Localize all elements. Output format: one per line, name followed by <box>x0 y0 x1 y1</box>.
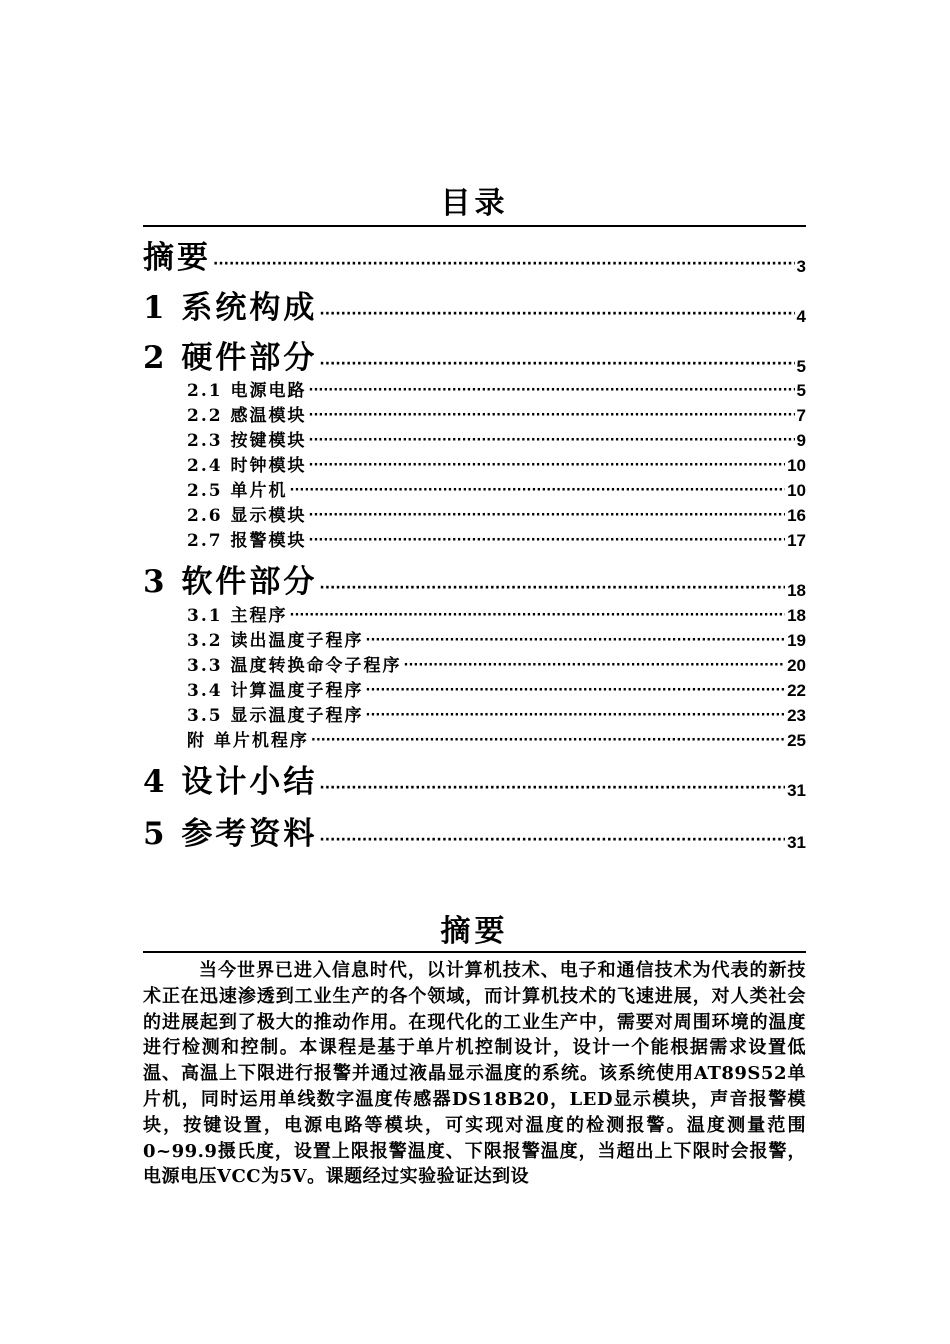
toc-leader-dots <box>366 634 786 651</box>
toc-entry-label: 2.5 单片机 <box>187 481 288 501</box>
toc-entry-label: 5 参考资料 <box>143 816 318 852</box>
toc-entry-label: 摘要 <box>143 240 211 276</box>
toc-leader-dots <box>290 484 786 501</box>
toc-leader-dots <box>319 357 794 377</box>
toc-entry-label: 2.1 电源电路 <box>187 381 307 401</box>
toc-leader-dots <box>311 734 785 751</box>
toc-entry[interactable] <box>143 808 806 853</box>
toc-entry[interactable] <box>143 556 806 601</box>
toc-entry-page: 3 <box>796 257 806 276</box>
toc-subentry[interactable] <box>143 426 806 451</box>
toc-entry-page: 19 <box>787 631 806 650</box>
abstract-title: 摘要 <box>440 914 509 949</box>
toc-entry-page: 18 <box>787 606 806 625</box>
toc-entry-label: 3.4 计算温度子程序 <box>187 681 364 701</box>
toc-leader-dots <box>309 509 786 526</box>
toc-subentry[interactable] <box>143 476 806 501</box>
toc-leader-dots <box>319 833 785 853</box>
toc-entry-label: 1 系统构成 <box>143 290 318 326</box>
abstract-title-rule <box>143 951 806 953</box>
toc-subentry[interactable] <box>143 726 806 751</box>
toc-subentry[interactable] <box>143 601 806 626</box>
toc-entry-label: 3.2 读出温度子程序 <box>187 631 364 651</box>
toc-subentry[interactable] <box>143 501 806 526</box>
toc-entry-label: 4 设计小结 <box>143 764 318 800</box>
toc-entry-label: 2 硬件部分 <box>143 340 318 376</box>
toc-leader-dots <box>309 409 795 426</box>
toc-entry-page: 20 <box>787 656 806 675</box>
toc-entry-label: 3 软件部分 <box>143 564 318 600</box>
toc-leader-dots <box>309 534 786 551</box>
abstract-body: 当今世界已进入信息时代，以计算机技术、电子和通信技术为代表的新技术正在迅速渗透到工业生产的各个领域，而计算机技术的飞速进展，对人类社会的进展起到了极大的推动作用。在现代化的工业生产中，需要对周围环境的温度进行检测和控制。本课程是基于单片机控制设计，设计一个能根据需求设置低温、高温上下限进行报警并通过液晶显示温度的系统。该系统使用AT89S52单片机，同时运用单线数字温度传感器DS18B20，LED显示模块，声音报警模块，按键设置，电源电路等模块，可实现对温度的检测报警。温度测量范围0~99.9摄氏度，设置上限报警温度、下限报警温度，当超出上下限时会报警，电源电压VCC为5V。课题经过实验验证达到设 <box>143 960 806 1188</box>
toc-subentry[interactable] <box>143 651 806 676</box>
toc-entry[interactable] <box>143 332 806 377</box>
toc-entry-label: 2.4 时钟模块 <box>187 456 307 476</box>
toc-leader-dots <box>319 781 785 801</box>
toc-entry-page: 10 <box>787 456 806 475</box>
toc-leader-dots <box>309 384 795 401</box>
toc-subentry[interactable] <box>143 401 806 426</box>
toc-entry-page: 7 <box>796 406 806 425</box>
toc-entry-page: 16 <box>787 506 806 525</box>
toc-leader-dots <box>213 257 795 277</box>
toc-subentry[interactable] <box>143 451 806 476</box>
toc-entry-page: 17 <box>787 531 806 550</box>
toc-subentry[interactable] <box>143 701 806 726</box>
toc-leader-dots <box>319 307 794 327</box>
toc-entry-page: 23 <box>787 706 806 725</box>
toc-entry-label: 2.6 显示模块 <box>187 506 307 526</box>
toc-entry-page: 10 <box>787 481 806 500</box>
toc-leader-dots <box>309 459 786 476</box>
toc-subentry[interactable] <box>143 376 806 401</box>
toc-entry-page: 5 <box>796 381 806 400</box>
toc-entry-page: 9 <box>796 431 806 450</box>
toc-entry-page: 31 <box>787 833 806 852</box>
toc-entry-page: 31 <box>787 781 806 800</box>
toc-entry-page: 18 <box>787 581 806 600</box>
toc-leader-dots <box>404 659 786 676</box>
toc-subentry[interactable] <box>143 526 806 551</box>
toc-entry-label: 3.5 显示温度子程序 <box>187 706 364 726</box>
toc-entry-label: 3.1 主程序 <box>187 606 288 626</box>
toc-entry-label: 2.2 感温模块 <box>187 406 307 426</box>
toc-leader-dots <box>290 609 786 626</box>
toc-title-rule <box>143 225 806 227</box>
toc-leader-dots <box>309 434 795 451</box>
toc-entry-label: 2.7 报警模块 <box>187 531 307 551</box>
toc-leader-dots <box>366 684 786 701</box>
toc-entry[interactable] <box>143 232 806 277</box>
toc-subentry[interactable] <box>143 626 806 651</box>
toc-entry[interactable] <box>143 282 806 327</box>
toc-entry-page: 25 <box>787 731 806 750</box>
toc-leader-dots <box>319 581 785 601</box>
toc-entry-page: 22 <box>787 681 806 700</box>
toc-entry-page: 4 <box>796 307 806 326</box>
toc-entry-label: 2.3 按键模块 <box>187 431 307 451</box>
toc-title: 目录 <box>440 186 509 221</box>
toc-entry-page: 5 <box>796 357 806 376</box>
toc-entry-label: 3.3 温度转换命令子程序 <box>187 656 402 676</box>
toc-subentry[interactable] <box>143 676 806 701</box>
toc-entry-label: 附 单片机程序 <box>187 731 309 751</box>
toc-leader-dots <box>366 709 786 726</box>
toc-entry[interactable] <box>143 756 806 801</box>
